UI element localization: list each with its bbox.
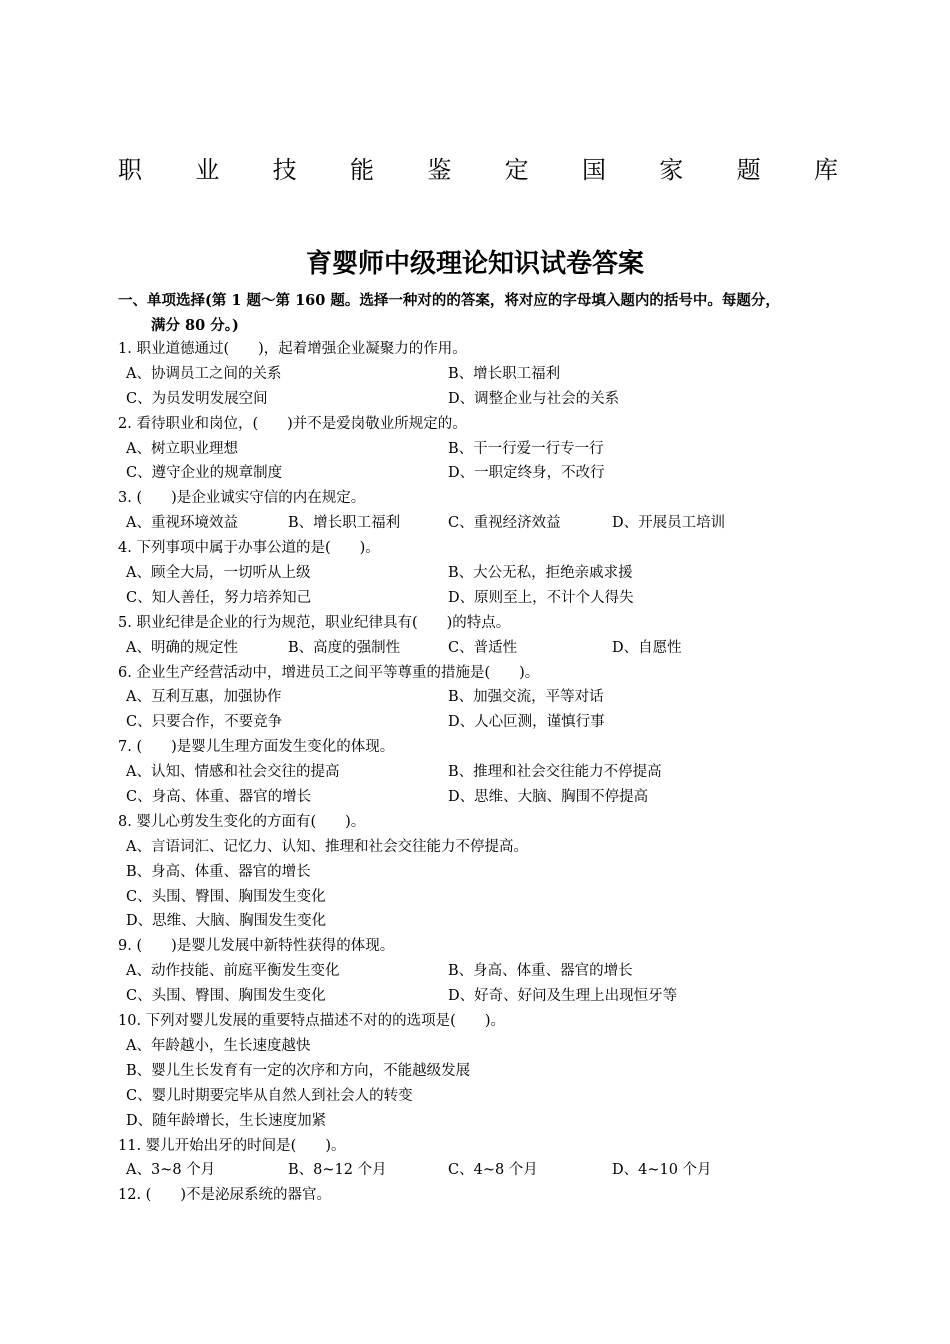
question-list <box>118 337 858 1208</box>
question-stem: 4. 下列事项中属于办事公道的是( )。 <box>118 540 380 557</box>
answer-option: A、认知、情感和社会交往的提高 <box>126 764 340 781</box>
banner-char: 技 <box>272 156 297 184</box>
option-row <box>118 636 858 661</box>
answer-option: A、树立职业理想 <box>126 440 238 457</box>
answer-option: B、增长职工福利 <box>448 365 561 382</box>
option-row <box>118 984 858 1009</box>
answer-option: C、遵守企业的规章制度 <box>126 465 283 482</box>
question-stem: 1. 职业道德通过( )，起着增强企业凝聚力的作用。 <box>118 341 467 357</box>
option-row <box>118 1109 858 1134</box>
section-instructions <box>118 288 838 338</box>
answer-option: A、协调员工之间的关系 <box>126 365 282 382</box>
answer-option: D、开展员工培训 <box>612 515 726 532</box>
answer-option: D、原则至上，不计个人得失 <box>448 589 634 606</box>
answer-option: C、为员发明发展空间 <box>126 390 268 407</box>
answer-option: C、4~8 个月 <box>448 1162 538 1179</box>
answer-option: B、加强交流，平等对话 <box>448 689 604 706</box>
option-row <box>118 362 858 387</box>
banner-char: 鉴 <box>427 156 452 184</box>
option-row <box>118 1158 858 1183</box>
question-stem: 12. ( )不是泌尿系统的器官。 <box>118 1187 331 1204</box>
answer-option: D、4~10 个月 <box>612 1162 712 1179</box>
answer-option: B、推理和社会交往能力不停提高 <box>448 764 662 781</box>
banner-heading <box>118 154 838 186</box>
answer-option: D、思维、大脑、胸围不停提高 <box>448 789 649 806</box>
option-row <box>118 387 858 412</box>
option-row <box>118 561 858 586</box>
question-stem: 7. ( )是婴儿生理方面发生变化的体现。 <box>118 739 395 756</box>
answer-option: B、大公无私，拒绝亲戚求援 <box>448 565 633 582</box>
answer-option: B、干一行爱一行专一行 <box>448 440 604 457</box>
option-row <box>118 785 858 810</box>
option-row <box>118 959 858 984</box>
question-stem: 11. 婴儿开始出牙的时间是( )。 <box>118 1137 346 1154</box>
option-row <box>118 909 858 934</box>
banner-char: 题 <box>736 156 761 184</box>
answer-option: D、人心叵测，谨慎行事 <box>448 714 605 731</box>
answer-option: A、年龄越小，生长速度越快 <box>126 1037 311 1054</box>
answer-option: B、身高、体重、器官的增长 <box>448 963 633 980</box>
option-row <box>118 437 858 462</box>
answer-option: D、随年龄增长，生长速度加紧 <box>126 1112 327 1129</box>
answer-option: D、一职定终身，不改行 <box>448 465 605 482</box>
answer-option: C、头围、臀围、胸围发生变化 <box>126 888 326 905</box>
answer-option: B、8~12 个月 <box>288 1162 387 1179</box>
option-row <box>118 710 858 735</box>
answer-option: D、思维、大脑、胸围发生变化 <box>126 913 327 930</box>
answer-option: A、言语词汇、记忆力、认知、推理和社会交往能力不停提高。 <box>126 838 528 855</box>
answer-option: C、只要合作，不要竞争 <box>126 714 283 731</box>
answer-option: C、婴儿时期要完毕从自然人到社会人的转变 <box>126 1087 413 1104</box>
answer-option: A、动作技能、前庭平衡发生变化 <box>126 963 340 980</box>
option-row <box>118 586 858 611</box>
banner-char: 业 <box>195 156 220 184</box>
answer-option: C、普适性 <box>448 639 518 656</box>
option-row <box>118 1084 858 1109</box>
answer-option: C、身高、体重、器官的增长 <box>126 789 312 806</box>
option-row <box>118 760 858 785</box>
banner-char: 能 <box>349 156 374 184</box>
answer-option: C、重视经济效益 <box>448 515 561 532</box>
option-row <box>118 461 858 486</box>
question-stem: 6. 企业生产经营活动中，增进员工之间平等尊重的措施是( )。 <box>118 664 540 681</box>
answer-option: A、互利互惠，加强协作 <box>126 689 282 706</box>
answer-option: C、头围、臀围、胸围发生变化 <box>126 988 326 1005</box>
answer-option: D、好奇、好问及生理上出现恒牙等 <box>448 988 678 1005</box>
option-row <box>118 860 858 885</box>
option-row <box>118 511 858 536</box>
answer-option: A、明确的规定性 <box>126 639 238 656</box>
option-row <box>118 885 858 910</box>
banner-char: 职 <box>118 156 142 184</box>
banner-char: 家 <box>659 156 684 184</box>
banner-char: 国 <box>581 156 606 184</box>
question-stem: 5. 职业纪律是企业的行为规范，职业纪律具有( )的特点。 <box>118 614 511 631</box>
answer-option: B、身高、体重、器官的增长 <box>126 863 311 880</box>
section-line-1: 一、单项选择(第 1 题～第 160 题。选择一种对的的答案，将对应的字母填入题内的括号中。每题分， <box>118 292 780 309</box>
answer-option: A、重视环境效益 <box>126 515 238 532</box>
option-row <box>118 685 858 710</box>
option-row <box>118 1034 858 1059</box>
answer-option: B、高度的强制性 <box>288 639 401 656</box>
answer-option: B、婴儿生长发育有一定的次序和方向，不能越级发展 <box>126 1062 471 1079</box>
question-stem: 3. ( )是企业诚实守信的内在规定。 <box>118 490 366 507</box>
question-stem: 10. 下列对婴儿发展的重要特点描述不对的的选项是( )。 <box>118 1013 505 1030</box>
question-stem: 8. 婴儿心剪发生变化的方面有( )。 <box>118 813 366 830</box>
answer-option: D、自愿性 <box>612 639 682 656</box>
section-line-2: 满分 80 分。) <box>151 317 239 334</box>
answer-option: C、知人善任，努力培养知己 <box>126 589 312 606</box>
banner-char: 定 <box>504 156 529 184</box>
answer-option: A、3~8 个月 <box>126 1162 216 1179</box>
option-row <box>118 835 858 860</box>
exam-title: 育婴师中级理论知识试卷答案 <box>305 249 644 279</box>
option-row <box>118 1059 858 1084</box>
question-stem: 9. ( )是婴儿发展中新特性获得的体现。 <box>118 938 395 955</box>
answer-option: A、顾全大局，一切听从上级 <box>126 565 311 582</box>
question-stem: 2. 看待职业和岗位，( )并不是爱岗敬业所规定的。 <box>118 415 467 432</box>
answer-option: B、增长职工福利 <box>288 515 401 532</box>
banner-char: 库 <box>813 156 838 184</box>
answer-option: D、调整企业与社会的关系 <box>448 390 620 407</box>
